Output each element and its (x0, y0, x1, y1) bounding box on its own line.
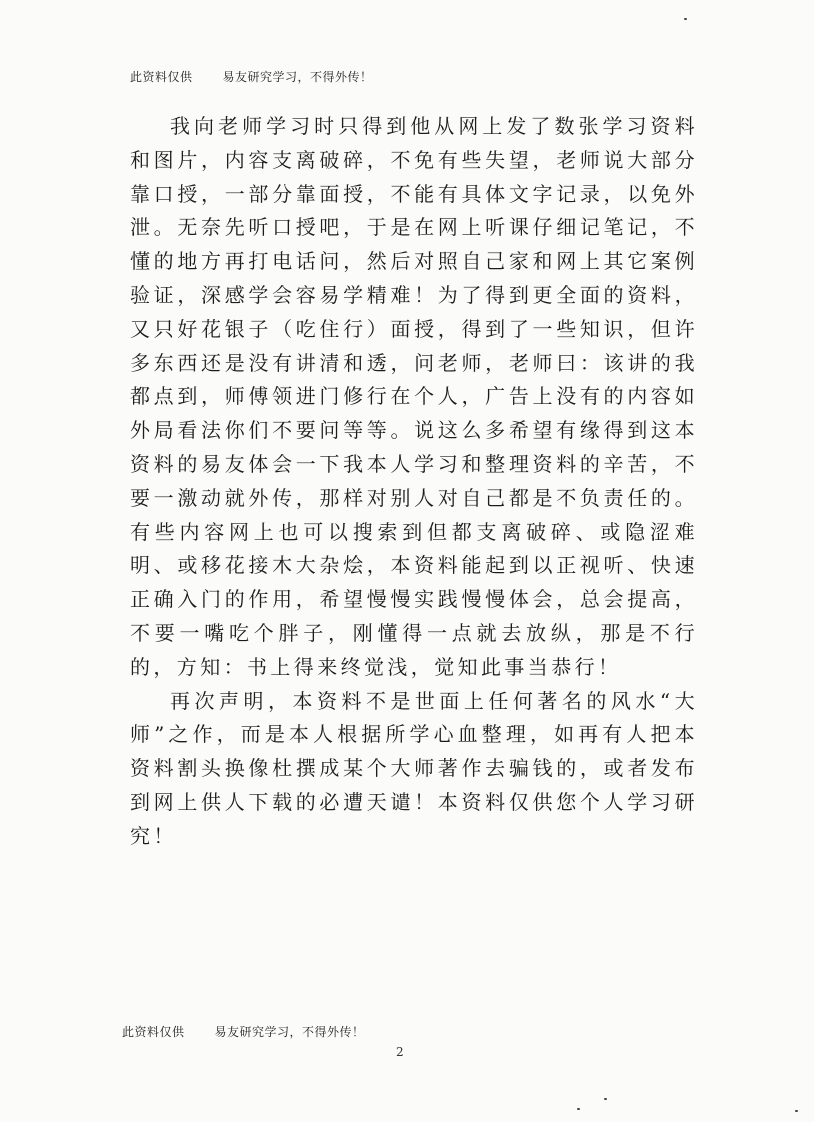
footer-notice-right: 易友研究学习，不得外传！ (214, 1025, 365, 1039)
body-text (130, 110, 698, 854)
scan-speck (577, 1108, 580, 1110)
page-footer (122, 1023, 365, 1040)
header-notice-right: 易友研究学习，不得外传！ (222, 70, 373, 84)
footer-notice-left: 此资料仅供 (122, 1025, 185, 1039)
paragraph-1: 我向老师学习时只得到他从网上发了数张学习资料和图片，内容支离破碎，不免有些失望，老师说大部分靠口授，一部分靠面授，不能有具体文字记录，以免外泄。无奈先听口授吧，于是在网上听课仔细记笔记，不懂的地方再打电话问，然后对照自己家和网上其它案例验证，深感学会容易学精难！为了得到更全面的资料，又只好花银子（吃住行）面授，得到了一些知识，但许多东西还是没有讲清和透，问老师，老师曰：该讲的我都点到，师傅领进门修行在个人，广告上没有的内容如外局看法你们不要问等等。说这么多希望有缘得到这本资料的易友体会一下我本人学习和整理资料的辛苦，不要一激动就外传，那样对别人对自己都是不负责任的。有些内容网上也可以搜索到但都支离破碎、或隐涩难明、或移花接木大杂烩，本资料能起到以正视听、快速正确入门的作用，希望慢慢实践慢慢体会，总会提高，不要一嘴吃个胖子，刚懂得一点就去放纵，那是不行的，方知：书上得来终觉浅，觉知此事当恭行！ (130, 114, 698, 679)
scan-speck (684, 18, 687, 20)
page-header (130, 68, 373, 85)
header-notice-left: 此资料仅供 (130, 70, 193, 84)
scan-speck (795, 1110, 798, 1112)
page-number: 2 (396, 1045, 404, 1059)
scan-speck (604, 1098, 607, 1100)
paragraph-2: 再次声明，本资料不是世面上任何著名的风水“大师”之作，而是本人根据所学心血整理，如再有人把本资料割头换像杜撰成某个大师著作去骗钱的，或者发布到网上供人下载的必遭天谴！本资料仅供您个人学习研究！ (130, 688, 698, 848)
